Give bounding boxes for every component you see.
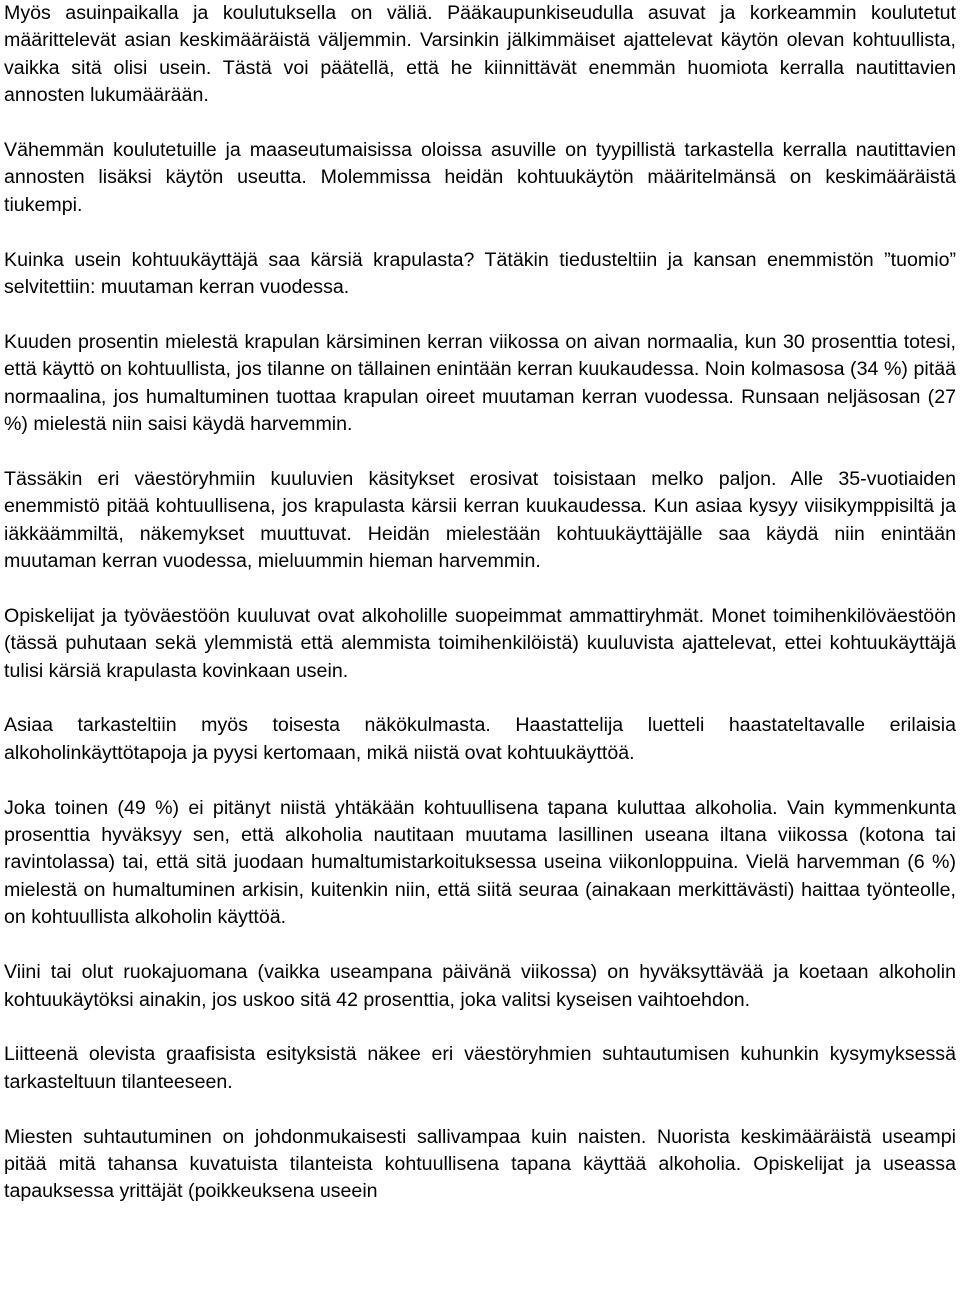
paragraph-attachments: Liitteenä olevista graafisista esityksistä näkee eri väestöryhmien suhtautumisen kuhunkin kysymyksessä tarkasteltuun tilanteeseen. — [4, 1043, 956, 1093]
paragraph-other-perspective: Asiaa tarkasteltiin myös toisesta näkökulmasta. Haastattelija luetteli haastateltavalle erilaisia alkoholinkäyttötapoja ja pyysi kertomaan, mikä niistä ovat kohtuukäyttöä. — [4, 714, 956, 764]
paragraph-hangover-percentages: Kuuden prosentin mielestä krapulan kärsiminen kerran viikossa on aivan normaalia, kun 30 prosenttia totesi, että käyttö on kohtuullista, jos tilanne on tällainen enintään kerran kuukaudessa. Noin kolmasosa (34 %) pitää normaalina, jos humaltuminen tuottaa krapulan oireet muutaman kerran vuodessa. Runsaan neljäsosan (27 %) mielestä niin saisi käydä harvemmin. — [4, 330, 956, 436]
paragraph-population-groups: Tässäkin eri väestöryhmiin kuuluvien käsitykset erosivat toisistaan melko paljon. Alle 35-vuotiaiden enemmistö pitää kohtuullisena, jos krapulasta kärsii kerran kuukaudessa. Kun asiaa kysyy viisikymppisiltä ja iäkkäämmiltä, näkemykset muuttuvat. Heidän mielestään kohtuukäyttäjälle saa käydä niin enintään muutaman kerran vuodessa, mieluummin hieman harvemmin. — [4, 467, 956, 573]
paragraph-less-educated: Vähemmän koulutetuille ja maaseutumaisissa oloissa asuville on tyypillistä tarkastella kerralla nautittavien annosten lisäksi käytön useutta. Molemmissa heidän kohtuukäytön määritelmänsä on keskimääräistä tiukempi. — [4, 139, 956, 216]
paragraph-men-women: Miesten suhtautuminen on johdonmukaisesti sallivampaa kuin naisten. Nuorista keskimääräistä useampi pitää mitä tahansa kuvatuista tilanteista kohtuullisena tapana käyttää alkoholia. Opiskelijat ja useassa tapauksessa yrittäjät (poikkeuksena useein — [4, 1125, 956, 1203]
paragraph-wine-beer: Viini tai olut ruokajuomana (vaikka useampana päivänä viikossa) on hyväksyttävää ja koetaan alkoholin kohtuukäytöksi ainakin, jos uskoo sitä 42 prosenttia, joka valitsi kyseisen vaihtoehdon. — [4, 961, 956, 1011]
paragraph-occupational-groups: Opiskelijat ja työväestöön kuuluvat ovat alkoholille suopeimmat ammattiryhmät. Monet toimihenkilöväestöön (tässä puhutaan sekä ylemmistä että alemmista toimihenkilöistä) kuuluvista ajattelevat, ettei kohtuukäyttäjä tulisi kärsiä krapulasta kovinkaan usein. — [4, 604, 956, 682]
paragraph-drinking-habits: Joka toinen (49 %) ei pitänyt niistä yhtäkään kohtuullisena tapana kuluttaa alkoholia. Vain kymmenkunta prosenttia hyväksyy sen, että alkoholia nautitaan muutama lasillinen useana iltana viikossa (kotona tai ravintolassa) tai, että sitä juodaan humaltumistarkoituksessa useina viikonloppuina. Vielä harvemman (6 %) mielestä on humaltuminen arkisin, kuitenkin niin, että siitä seuraa (ainakaan merkittävästi) haittaa työnteolle, on kohtuullista alkoholin käyttöä. — [4, 796, 956, 929]
paragraph-residence-education: Myös asuinpaikalla ja koulutuksella on väliä. Pääkaupunkiseudulla asuvat ja korkeammin koulutetut määrittelevät asian keskimääräistä väljemmin. Varsinkin jälkimmäiset ajattelevat käytön olevan kohtuullista, vaikka sitä olisi usein. Tästä voi päätellä, että he kiinnittävät enemmän huomiota kerralla nautittavien annosten lukumäärään. — [4, 2, 956, 107]
paragraph-hangover-question: Kuinka usein kohtuukäyttäjä saa kärsiä krapulasta? Tätäkin tiedusteltiin ja kansan enemmistön ”tuomio” selvitettiin: muutaman kerran vuodessa. — [4, 248, 956, 299]
document-page — [4, 0, 956, 1233]
